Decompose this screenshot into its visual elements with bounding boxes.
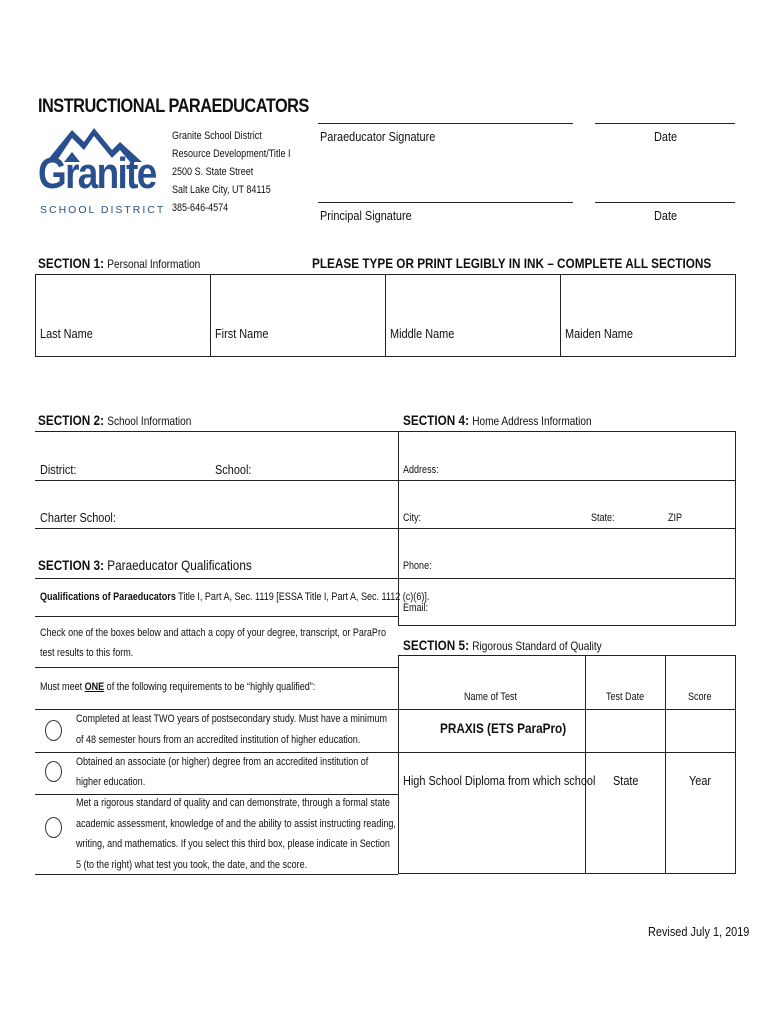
charter-school-input[interactable] xyxy=(35,481,398,528)
praxis-label: PRAXIS (ETS ParaPro) xyxy=(440,720,567,736)
paraeducator-signature-line[interactable] xyxy=(318,123,573,124)
address-input[interactable] xyxy=(399,432,735,480)
section-1-number: SECTION 1: xyxy=(38,255,105,271)
col-name-of-test: Name of Test xyxy=(464,691,517,703)
check-instruction-line-1: Check one of the boxes below and attach a copy of your degree, transcript, or ParaPro xyxy=(40,627,386,639)
option-3-line-3: writing, and mathematics. If you select this third box, please indicate in Section xyxy=(76,838,390,850)
section-2-heading xyxy=(38,412,191,428)
col-test-date: Test Date xyxy=(606,691,645,703)
principal-signature-line[interactable] xyxy=(318,202,573,203)
section-1-title: Personal Information xyxy=(107,257,201,271)
legibility-instruction: PLEASE TYPE OR PRINT LEGIBLY IN INK – COMPLETE ALL SECTIONS xyxy=(312,255,712,271)
district-address-line-4: Salt Lake City, UT 84115 xyxy=(172,184,271,196)
zip-label: ZIP xyxy=(668,512,683,524)
form-title: INSTRUCTIONAL PARAEDUCATORS xyxy=(38,96,309,117)
section-1-heading xyxy=(38,255,200,271)
high-school-input[interactable] xyxy=(399,796,584,873)
school-input[interactable] xyxy=(212,432,398,480)
middle-name-input[interactable] xyxy=(386,275,559,356)
first-name-label: First Name xyxy=(215,326,269,341)
qualifications-bold: Qualifications of Paraeducators xyxy=(40,591,176,603)
col-score: Score xyxy=(688,691,712,703)
must-meet-statement xyxy=(40,681,315,693)
last-name-input[interactable] xyxy=(36,275,209,356)
logo-wordmark: Granite xyxy=(38,149,156,198)
option-1-line-1: Completed at least TWO years of postsecondary study. Must have a minimum xyxy=(76,713,387,725)
qualifications-statement xyxy=(40,591,429,603)
district-address-line-5: 385-646-4574 xyxy=(172,202,229,214)
check-instruction-line-2: test results to this form. xyxy=(40,647,134,659)
principal-signature-label: Principal Signature xyxy=(320,208,412,223)
state-input[interactable] xyxy=(587,481,663,528)
city-label: City: xyxy=(403,512,422,524)
must-meet-post: of the following requirements to be “highly qualified”: xyxy=(104,681,316,693)
section-3-number: SECTION 3: xyxy=(38,557,105,573)
address-label: Address: xyxy=(403,464,439,476)
option-3-line-2: academic assessment, knowledge of and the ability to assist instructing reading, xyxy=(76,818,396,830)
date-label-1: Date xyxy=(654,129,678,144)
option-2-checkbox[interactable] xyxy=(45,761,62,782)
section-2-title: School Information xyxy=(107,414,192,428)
paraeducator-signature-label: Paraeducator Signature xyxy=(320,129,436,144)
must-meet-pre: Must meet xyxy=(40,681,85,693)
option-3-line-1: Met a rigorous standard of quality and can demonstrate, through a formal state xyxy=(76,797,390,809)
section-4-number: SECTION 4: xyxy=(403,412,470,428)
district-address-line-1: Granite School District xyxy=(172,130,262,142)
year-column-label: Year xyxy=(689,773,712,788)
district-address-line-3: 2500 S. State Street xyxy=(172,166,254,178)
option-1-checkbox[interactable] xyxy=(45,720,62,741)
last-name-label: Last Name xyxy=(40,326,93,341)
granite-logo xyxy=(38,124,166,218)
first-name-input[interactable] xyxy=(211,275,384,356)
maiden-name-input[interactable] xyxy=(561,275,735,356)
school-label: School: xyxy=(215,462,252,477)
phone-input[interactable] xyxy=(399,529,735,577)
email-label: Email: xyxy=(403,602,429,614)
section-5-number: SECTION 5: xyxy=(403,637,470,653)
section-4-title: Home Address Information xyxy=(472,414,592,428)
section-5-title: Rigorous Standard of Quality xyxy=(472,639,602,653)
hs-year-input[interactable] xyxy=(666,796,735,873)
qualifications-rest: Title I, Part A, Sec. 1119 [ESSA Title I, Part A, Sec. 1112 (c)(6)]. xyxy=(175,591,430,603)
section-4-heading xyxy=(403,412,592,428)
middle-name-label: Middle Name xyxy=(390,326,455,341)
option-2-line-2: higher education. xyxy=(76,776,146,788)
maiden-name-label: Maiden Name xyxy=(565,326,633,341)
score-input[interactable] xyxy=(666,710,735,751)
hs-state-input[interactable] xyxy=(586,796,664,873)
phone-label: Phone: xyxy=(403,560,432,572)
revision-date: Revised July 1, 2019 xyxy=(648,924,750,939)
option-1-line-2: of 48 semester hours from an accredited institution of higher education. xyxy=(76,734,361,746)
state-label: State: xyxy=(591,512,615,524)
email-input[interactable] xyxy=(399,579,735,625)
section-3-title: Paraeducator Qualifications xyxy=(107,557,252,573)
option-3-checkbox[interactable] xyxy=(45,817,62,838)
high-school-diploma-label: High School Diploma from which school xyxy=(403,773,596,788)
city-input[interactable] xyxy=(399,481,585,528)
charter-school-label: Charter School: xyxy=(40,510,116,525)
option-2-line-1: Obtained an associate (or higher) degree from an accredited institution of xyxy=(76,756,369,768)
date-label-2: Date xyxy=(654,208,678,223)
section-3-heading xyxy=(38,557,252,573)
district-input[interactable] xyxy=(35,432,210,480)
principal-date-line[interactable] xyxy=(595,202,735,203)
state-column-label: State xyxy=(613,773,639,788)
section-2-number: SECTION 2: xyxy=(38,412,105,428)
option-3-line-4: 5 (to the right) what test you took, the date, and the score. xyxy=(76,859,308,871)
test-date-input[interactable] xyxy=(586,710,664,751)
district-address-line-2: Resource Development/Title I xyxy=(172,148,291,160)
zip-input[interactable] xyxy=(665,481,735,528)
logo-subtitle: SCHOOL DISTRICT xyxy=(40,204,166,216)
must-meet-one: ONE xyxy=(84,681,105,693)
paraeducator-date-line[interactable] xyxy=(595,123,735,124)
district-label: District: xyxy=(40,462,77,477)
section-5-heading xyxy=(403,637,602,653)
